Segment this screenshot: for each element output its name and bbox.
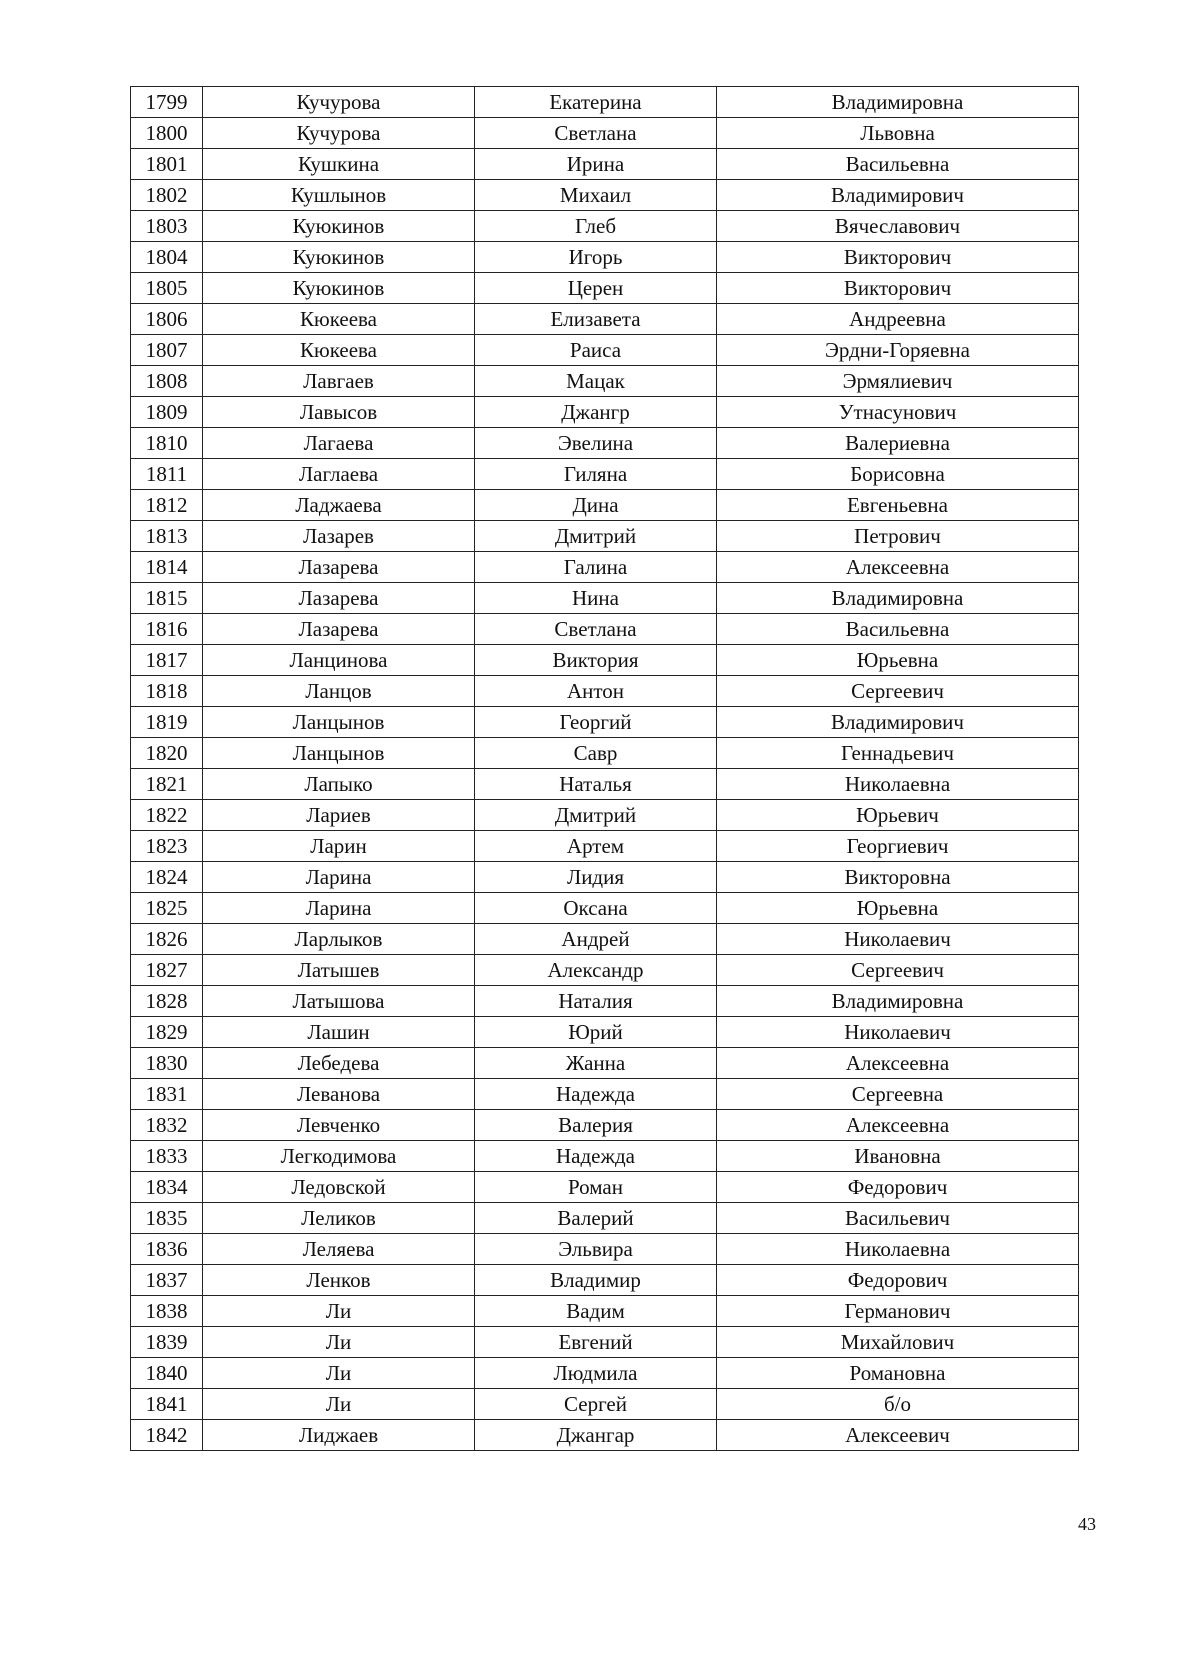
last-name-cell: Ларлыков	[203, 924, 475, 955]
first-name-cell: Вадим	[475, 1296, 717, 1327]
row-number-cell: 1825	[131, 893, 203, 924]
first-name-cell: Дина	[475, 490, 717, 521]
last-name-cell: Ли	[203, 1389, 475, 1420]
table-row	[131, 583, 1079, 614]
first-name-cell: Дмитрий	[475, 521, 717, 552]
patronymic-cell: Юрьевич	[717, 800, 1079, 831]
last-name-cell: Куюкинов	[203, 273, 475, 304]
table-row	[131, 614, 1079, 645]
row-number-cell: 1833	[131, 1141, 203, 1172]
row-number-cell: 1828	[131, 986, 203, 1017]
patronymic-cell: Федорович	[717, 1172, 1079, 1203]
row-number-cell: 1841	[131, 1389, 203, 1420]
first-name-cell: Елизавета	[475, 304, 717, 335]
last-name-cell: Ледовской	[203, 1172, 475, 1203]
row-number-cell: 1829	[131, 1017, 203, 1048]
table-row	[131, 1296, 1079, 1327]
last-name-cell: Куюкинов	[203, 211, 475, 242]
first-name-cell: Эвелина	[475, 428, 717, 459]
table-row	[131, 800, 1079, 831]
last-name-cell: Лиджаев	[203, 1420, 475, 1451]
first-name-cell: Валерия	[475, 1110, 717, 1141]
patronymic-cell: Николаевич	[717, 924, 1079, 955]
first-name-cell: Надежда	[475, 1141, 717, 1172]
row-number-cell: 1824	[131, 862, 203, 893]
last-name-cell: Лебедева	[203, 1048, 475, 1079]
last-name-cell: Ланцинова	[203, 645, 475, 676]
first-name-cell: Светлана	[475, 118, 717, 149]
first-name-cell: Оксана	[475, 893, 717, 924]
first-name-cell: Мацак	[475, 366, 717, 397]
table-row	[131, 986, 1079, 1017]
last-name-cell: Лазарев	[203, 521, 475, 552]
row-number-cell: 1823	[131, 831, 203, 862]
patronymic-cell: Сергеевна	[717, 1079, 1079, 1110]
last-name-cell: Лаглаева	[203, 459, 475, 490]
last-name-cell: Лавгаев	[203, 366, 475, 397]
patronymic-cell: Геннадьевич	[717, 738, 1079, 769]
last-name-cell: Лашин	[203, 1017, 475, 1048]
row-number-cell: 1800	[131, 118, 203, 149]
table-row	[131, 459, 1079, 490]
first-name-cell: Сергей	[475, 1389, 717, 1420]
table-row	[131, 1389, 1079, 1420]
patronymic-cell: Андреевна	[717, 304, 1079, 335]
patronymic-cell: б/о	[717, 1389, 1079, 1420]
patronymic-cell: Петрович	[717, 521, 1079, 552]
row-number-cell: 1827	[131, 955, 203, 986]
patronymic-cell: Николаевич	[717, 1017, 1079, 1048]
last-name-cell: Ларина	[203, 893, 475, 924]
last-name-cell: Лагаева	[203, 428, 475, 459]
first-name-cell: Лидия	[475, 862, 717, 893]
table-row	[131, 490, 1079, 521]
first-name-cell: Георгий	[475, 707, 717, 738]
first-name-cell: Андрей	[475, 924, 717, 955]
row-number-cell: 1810	[131, 428, 203, 459]
first-name-cell: Светлана	[475, 614, 717, 645]
table-row	[131, 1327, 1079, 1358]
table-row	[131, 1265, 1079, 1296]
patronymic-cell: Васильевна	[717, 149, 1079, 180]
table-row	[131, 180, 1079, 211]
patronymic-cell: Львовна	[717, 118, 1079, 149]
patronymic-cell: Эрмялиевич	[717, 366, 1079, 397]
row-number-cell: 1836	[131, 1234, 203, 1265]
first-name-cell: Александр	[475, 955, 717, 986]
last-name-cell: Лариев	[203, 800, 475, 831]
row-number-cell: 1806	[131, 304, 203, 335]
last-name-cell: Лазарева	[203, 583, 475, 614]
row-number-cell: 1804	[131, 242, 203, 273]
first-name-cell: Наталья	[475, 769, 717, 800]
table-row	[131, 1017, 1079, 1048]
first-name-cell: Валерий	[475, 1203, 717, 1234]
patronymic-cell: Викторовна	[717, 862, 1079, 893]
patronymic-cell: Юрьевна	[717, 893, 1079, 924]
names-table-body	[131, 87, 1079, 1451]
row-number-cell: 1816	[131, 614, 203, 645]
row-number-cell: 1809	[131, 397, 203, 428]
first-name-cell: Савр	[475, 738, 717, 769]
table-row	[131, 397, 1079, 428]
patronymic-cell: Ивановна	[717, 1141, 1079, 1172]
row-number-cell: 1813	[131, 521, 203, 552]
first-name-cell: Галина	[475, 552, 717, 583]
table-row	[131, 428, 1079, 459]
table-row	[131, 521, 1079, 552]
last-name-cell: Лазарева	[203, 552, 475, 583]
patronymic-cell: Николаевна	[717, 1234, 1079, 1265]
patronymic-cell: Германович	[717, 1296, 1079, 1327]
patronymic-cell: Утнасунович	[717, 397, 1079, 428]
last-name-cell: Лапыко	[203, 769, 475, 800]
table-row	[131, 738, 1079, 769]
names-table	[130, 86, 1079, 1451]
row-number-cell: 1805	[131, 273, 203, 304]
last-name-cell: Лавысов	[203, 397, 475, 428]
first-name-cell: Антон	[475, 676, 717, 707]
patronymic-cell: Владимировна	[717, 986, 1079, 1017]
table-row	[131, 273, 1079, 304]
first-name-cell: Артем	[475, 831, 717, 862]
table-row	[131, 924, 1079, 955]
last-name-cell: Ланцынов	[203, 738, 475, 769]
patronymic-cell: Георгиевич	[717, 831, 1079, 862]
first-name-cell: Виктория	[475, 645, 717, 676]
patronymic-cell: Викторович	[717, 242, 1079, 273]
table-row	[131, 552, 1079, 583]
patronymic-cell: Владимировна	[717, 87, 1079, 118]
patronymic-cell: Евгеньевна	[717, 490, 1079, 521]
first-name-cell: Глеб	[475, 211, 717, 242]
last-name-cell: Лазарева	[203, 614, 475, 645]
first-name-cell: Нина	[475, 583, 717, 614]
last-name-cell: Ли	[203, 1296, 475, 1327]
row-number-cell: 1807	[131, 335, 203, 366]
table-row	[131, 211, 1079, 242]
row-number-cell: 1834	[131, 1172, 203, 1203]
first-name-cell: Евгений	[475, 1327, 717, 1358]
row-number-cell: 1811	[131, 459, 203, 490]
row-number-cell: 1826	[131, 924, 203, 955]
last-name-cell: Ларин	[203, 831, 475, 862]
first-name-cell: Церен	[475, 273, 717, 304]
table-row	[131, 335, 1079, 366]
patronymic-cell: Федорович	[717, 1265, 1079, 1296]
table-row	[131, 304, 1079, 335]
first-name-cell: Екатерина	[475, 87, 717, 118]
patronymic-cell: Сергеевич	[717, 955, 1079, 986]
row-number-cell: 1808	[131, 366, 203, 397]
row-number-cell: 1832	[131, 1110, 203, 1141]
patronymic-cell: Алексеевич	[717, 1420, 1079, 1451]
patronymic-cell: Владимирович	[717, 180, 1079, 211]
patronymic-cell: Владимирович	[717, 707, 1079, 738]
row-number-cell: 1842	[131, 1420, 203, 1451]
first-name-cell: Юрий	[475, 1017, 717, 1048]
table-row	[131, 831, 1079, 862]
last-name-cell: Кучурова	[203, 118, 475, 149]
patronymic-cell: Алексеевна	[717, 1110, 1079, 1141]
first-name-cell: Надежда	[475, 1079, 717, 1110]
last-name-cell: Кушлынов	[203, 180, 475, 211]
row-number-cell: 1819	[131, 707, 203, 738]
last-name-cell: Леликов	[203, 1203, 475, 1234]
table-row	[131, 1358, 1079, 1389]
table-row	[131, 862, 1079, 893]
first-name-cell: Михаил	[475, 180, 717, 211]
patronymic-cell: Владимировна	[717, 583, 1079, 614]
row-number-cell: 1837	[131, 1265, 203, 1296]
table-row	[131, 1172, 1079, 1203]
first-name-cell: Ирина	[475, 149, 717, 180]
row-number-cell: 1818	[131, 676, 203, 707]
row-number-cell: 1802	[131, 180, 203, 211]
last-name-cell: Ланцынов	[203, 707, 475, 738]
first-name-cell: Жанна	[475, 1048, 717, 1079]
last-name-cell: Латышова	[203, 986, 475, 1017]
first-name-cell: Роман	[475, 1172, 717, 1203]
first-name-cell: Владимир	[475, 1265, 717, 1296]
table-row	[131, 1234, 1079, 1265]
patronymic-cell: Вячеславович	[717, 211, 1079, 242]
page-number: 43	[1078, 1514, 1096, 1534]
table-row	[131, 118, 1079, 149]
table-row	[131, 1420, 1079, 1451]
last-name-cell: Кучурова	[203, 87, 475, 118]
row-number-cell: 1815	[131, 583, 203, 614]
first-name-cell: Гиляна	[475, 459, 717, 490]
last-name-cell: Ларина	[203, 862, 475, 893]
last-name-cell: Ланцов	[203, 676, 475, 707]
table-row	[131, 893, 1079, 924]
table-row	[131, 87, 1079, 118]
first-name-cell: Людмила	[475, 1358, 717, 1389]
table-row	[131, 645, 1079, 676]
table-row	[131, 1048, 1079, 1079]
table-row	[131, 1141, 1079, 1172]
row-number-cell: 1803	[131, 211, 203, 242]
row-number-cell: 1839	[131, 1327, 203, 1358]
row-number-cell: 1830	[131, 1048, 203, 1079]
patronymic-cell: Васильевна	[717, 614, 1079, 645]
row-number-cell: 1814	[131, 552, 203, 583]
patronymic-cell: Романовна	[717, 1358, 1079, 1389]
table-row	[131, 1079, 1079, 1110]
table-row	[131, 1203, 1079, 1234]
patronymic-cell: Борисовна	[717, 459, 1079, 490]
last-name-cell: Леванова	[203, 1079, 475, 1110]
patronymic-cell: Викторович	[717, 273, 1079, 304]
last-name-cell: Ладжаева	[203, 490, 475, 521]
last-name-cell: Кюкеева	[203, 335, 475, 366]
row-number-cell: 1821	[131, 769, 203, 800]
first-name-cell: Наталия	[475, 986, 717, 1017]
row-number-cell: 1835	[131, 1203, 203, 1234]
table-row	[131, 242, 1079, 273]
row-number-cell: 1822	[131, 800, 203, 831]
patronymic-cell: Михайлович	[717, 1327, 1079, 1358]
row-number-cell: 1812	[131, 490, 203, 521]
last-name-cell: Ленков	[203, 1265, 475, 1296]
row-number-cell: 1838	[131, 1296, 203, 1327]
patronymic-cell: Николаевна	[717, 769, 1079, 800]
row-number-cell: 1817	[131, 645, 203, 676]
patronymic-cell: Валериевна	[717, 428, 1079, 459]
last-name-cell: Леляева	[203, 1234, 475, 1265]
table-row	[131, 955, 1079, 986]
first-name-cell: Джангар	[475, 1420, 717, 1451]
patronymic-cell: Юрьевна	[717, 645, 1079, 676]
row-number-cell: 1840	[131, 1358, 203, 1389]
patronymic-cell: Алексеевна	[717, 1048, 1079, 1079]
row-number-cell: 1801	[131, 149, 203, 180]
first-name-cell: Игорь	[475, 242, 717, 273]
last-name-cell: Кюкеева	[203, 304, 475, 335]
row-number-cell: 1831	[131, 1079, 203, 1110]
last-name-cell: Кушкина	[203, 149, 475, 180]
first-name-cell: Раиса	[475, 335, 717, 366]
patronymic-cell: Эрдни-Горяевна	[717, 335, 1079, 366]
table-row	[131, 707, 1079, 738]
table-row	[131, 676, 1079, 707]
table-row	[131, 769, 1079, 800]
patronymic-cell: Сергеевич	[717, 676, 1079, 707]
patronymic-cell: Васильевич	[717, 1203, 1079, 1234]
first-name-cell: Дмитрий	[475, 800, 717, 831]
table-row	[131, 366, 1079, 397]
first-name-cell: Джангр	[475, 397, 717, 428]
last-name-cell: Левченко	[203, 1110, 475, 1141]
first-name-cell: Эльвира	[475, 1234, 717, 1265]
table-row	[131, 1110, 1079, 1141]
row-number-cell: 1820	[131, 738, 203, 769]
last-name-cell: Ли	[203, 1358, 475, 1389]
last-name-cell: Легкодимова	[203, 1141, 475, 1172]
last-name-cell: Куюкинов	[203, 242, 475, 273]
table-row	[131, 149, 1079, 180]
patronymic-cell: Алексеевна	[717, 552, 1079, 583]
last-name-cell: Ли	[203, 1327, 475, 1358]
row-number-cell: 1799	[131, 87, 203, 118]
last-name-cell: Латышев	[203, 955, 475, 986]
